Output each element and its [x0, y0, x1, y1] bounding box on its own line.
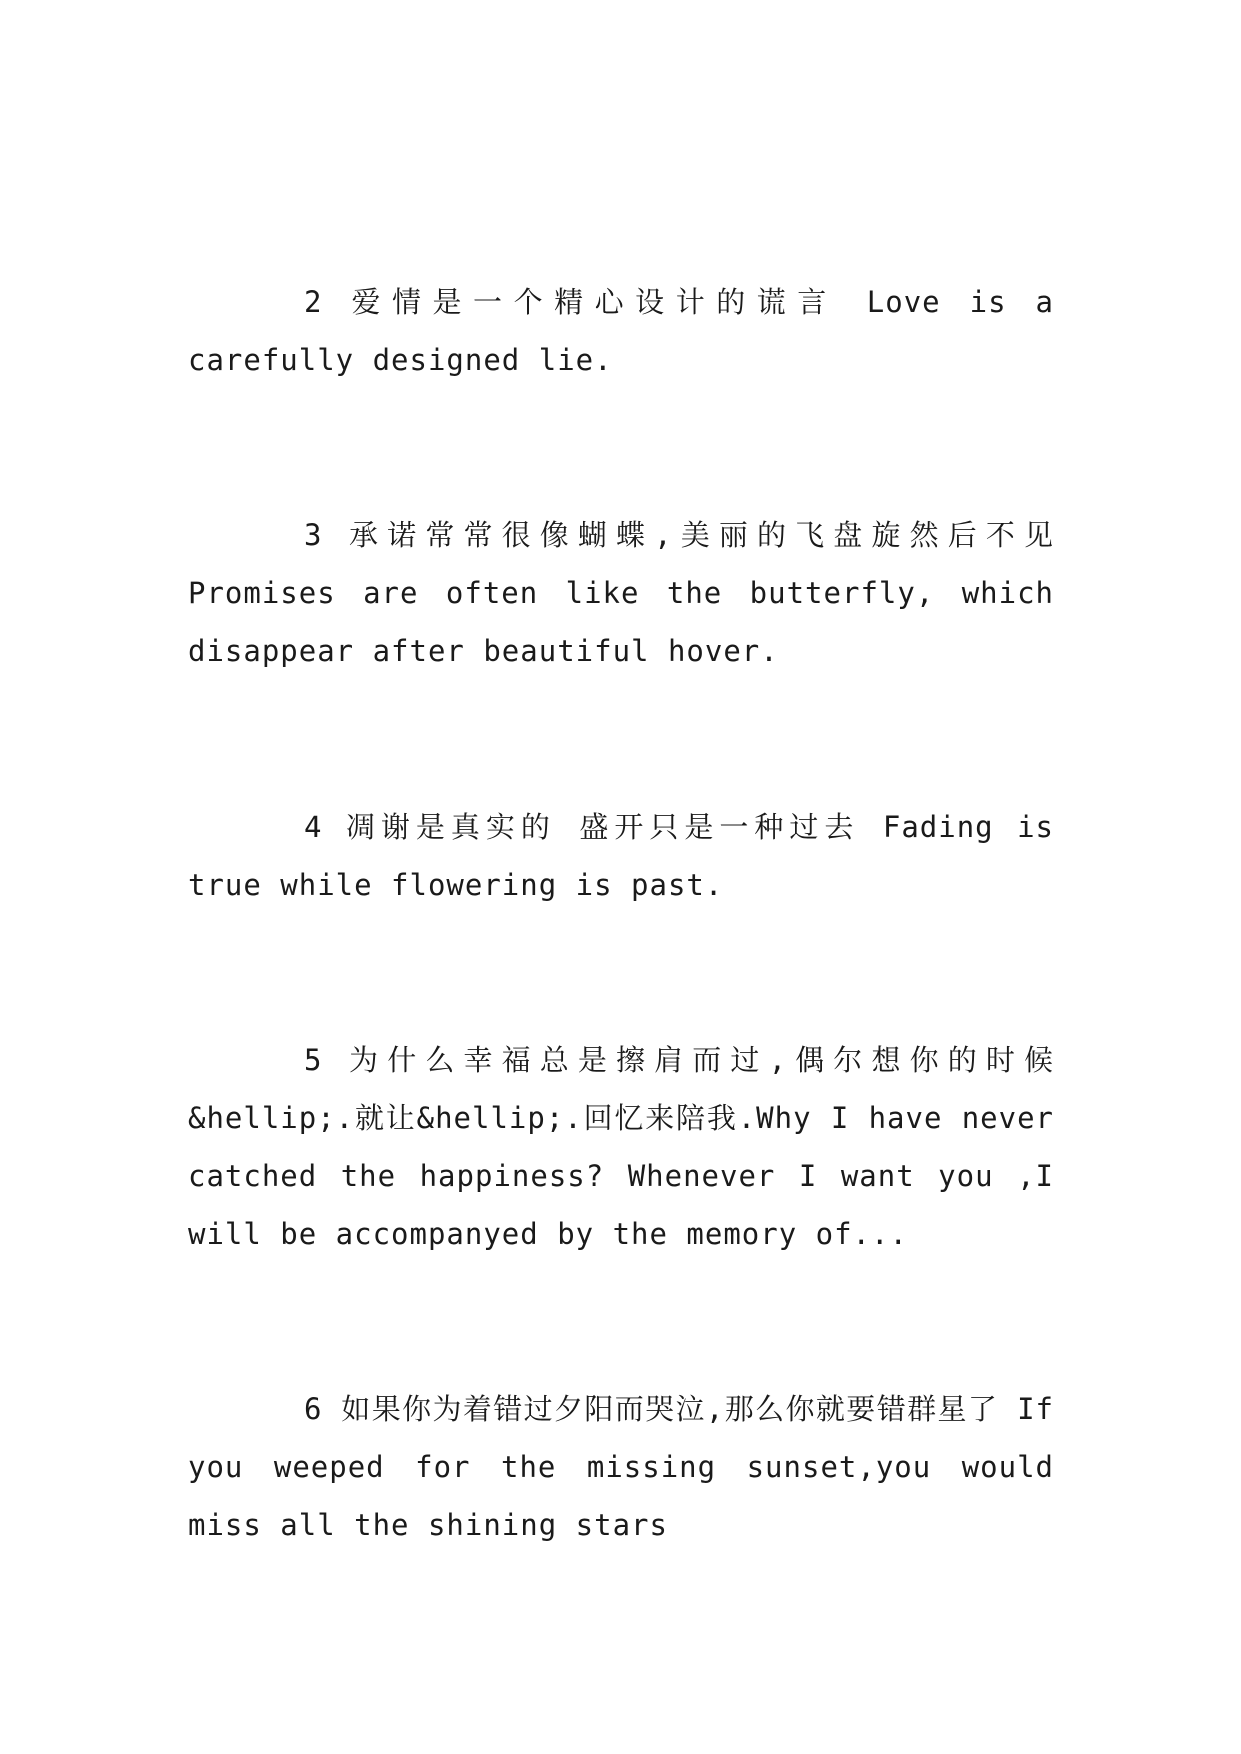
- paragraph-2: 2 爱情是一个精心设计的谎言 Love is a carefully designed lie.: [188, 285, 1054, 377]
- paragraph-4: 4 凋谢是真实的 盛开只是一种过去 Fading is true while flowering is past.: [188, 810, 1054, 902]
- paragraph-6: 6 如果你为着错过夕阳而哭泣,那么你就要错群星了 If you weeped for the missing sunset,you would miss all the shining stars: [188, 1392, 1054, 1542]
- paragraph-3: 3 承诺常常很像蝴蝶,美丽的飞盘旋然后不见 Promises are often like the butterfly, which disappear after beautiful hover.: [188, 518, 1054, 668]
- paragraph-5: 5 为什么幸福总是擦肩而过,偶尔想你的时候&hellip;.就让&hellip;.回忆来陪我.Why I have never catched the happiness? Whenever I want you ,I will be accompanyed by the memory of...: [188, 1043, 1054, 1251]
